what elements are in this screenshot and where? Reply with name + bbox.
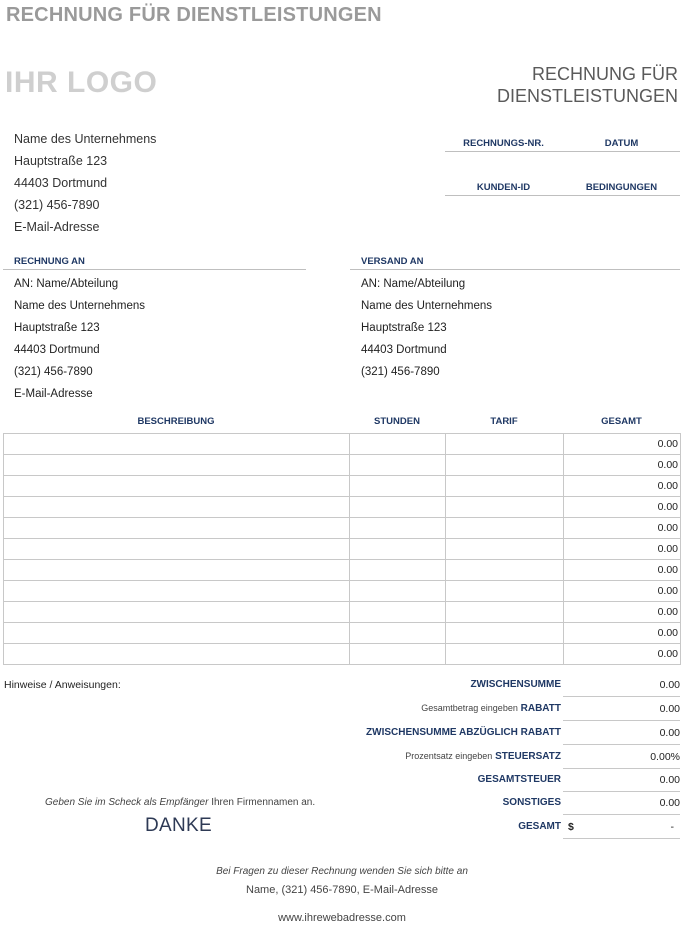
table-row <box>4 560 681 581</box>
rate-cell[interactable] <box>446 602 564 623</box>
rate-cell[interactable] <box>446 434 564 455</box>
company-name: Name des Unternehmens <box>14 132 157 146</box>
terms-label: BEDINGUNGEN <box>585 182 658 193</box>
totals-divider <box>563 720 680 721</box>
ship-to-label: VERSAND AN <box>361 256 424 267</box>
check-payable-note <box>45 797 315 808</box>
description-cell[interactable] <box>4 560 350 581</box>
table-row <box>4 476 681 497</box>
hours-cell[interactable] <box>350 476 446 497</box>
check-note-normal: Ihren Firmennamen an. <box>211 797 316 808</box>
tax-rate-value[interactable]: 0.00% <box>650 751 680 763</box>
ship-to-divider <box>350 269 680 270</box>
table-row <box>4 623 681 644</box>
rate-cell[interactable] <box>446 581 564 602</box>
table-row <box>4 581 681 602</box>
discount-label-text: RABATT <box>520 703 561 714</box>
company-street: Hauptstraße 123 <box>14 154 108 168</box>
bill-to-label: RECHNUNG AN <box>14 256 85 267</box>
hours-cell[interactable] <box>350 560 446 581</box>
total-cell[interactable]: 0.00 <box>564 455 681 476</box>
table-row <box>4 518 681 539</box>
total-cell[interactable]: 0.00 <box>564 581 681 602</box>
discount-label <box>421 703 561 714</box>
other-label-text: SONSTIGES <box>502 797 561 808</box>
description-cell[interactable] <box>4 644 350 665</box>
items-table <box>3 433 681 665</box>
rate-cell[interactable] <box>446 539 564 560</box>
rate-cell[interactable] <box>446 644 564 665</box>
total-tax-value[interactable]: 0.00 <box>659 774 680 786</box>
rate-cell[interactable] <box>446 497 564 518</box>
grand-total-label <box>518 821 561 832</box>
description-cell[interactable] <box>4 581 350 602</box>
description-cell[interactable] <box>4 623 350 644</box>
other-value[interactable]: 0.00 <box>659 797 680 809</box>
col-rate: TARIF <box>490 416 518 427</box>
total-cell[interactable]: 0.00 <box>564 518 681 539</box>
grand-total-label-text: GESAMT <box>518 821 561 832</box>
hours-cell[interactable] <box>350 434 446 455</box>
hours-cell[interactable] <box>350 455 446 476</box>
meta-divider <box>445 151 680 152</box>
subtotal-less-discount-label <box>366 727 561 738</box>
table-row <box>4 539 681 560</box>
ship-to-street: Hauptstraße 123 <box>361 322 447 334</box>
total-tax-label-text: GESAMTSTEUER <box>477 774 561 785</box>
table-row <box>4 644 681 665</box>
ship-to-attn: AN: Name/Abteilung <box>361 278 466 290</box>
description-cell[interactable] <box>4 434 350 455</box>
discount-value[interactable]: 0.00 <box>659 703 680 715</box>
bill-to-street: Hauptstraße 123 <box>14 322 100 334</box>
subtotal-label-text: ZWISCHENSUMME <box>470 679 561 690</box>
invoice-title-line2: DIENSTLEISTUNGEN <box>496 86 678 106</box>
subtotal-less-label-text: ZWISCHENSUMME ABZÜGLICH RABATT <box>366 727 561 738</box>
totals-divider <box>563 744 680 745</box>
subtotal-label <box>470 679 561 690</box>
total-cell[interactable]: 0.00 <box>564 476 681 497</box>
rate-cell[interactable] <box>446 518 564 539</box>
meta-divider <box>445 195 680 196</box>
col-description: BESCHREIBUNG <box>137 416 215 427</box>
check-note-italic: Geben Sie im Scheck als Empfänger <box>45 797 209 808</box>
discount-hint: Gesamtbetrag eingeben <box>421 703 518 713</box>
total-cell[interactable]: 0.00 <box>564 497 681 518</box>
totals-divider <box>563 768 680 769</box>
table-row <box>4 602 681 623</box>
description-cell[interactable] <box>4 497 350 518</box>
grand-total-value[interactable]: - <box>670 821 674 833</box>
currency-symbol: $ <box>568 821 574 833</box>
total-cell[interactable]: 0.00 <box>564 623 681 644</box>
bill-to-attn: AN: Name/Abteilung <box>14 278 119 290</box>
total-cell[interactable]: 0.00 <box>564 539 681 560</box>
bill-to-email: E-Mail-Adresse <box>14 388 93 400</box>
col-total: GESAMT <box>601 416 642 427</box>
col-hours: STUNDEN <box>374 416 420 427</box>
description-cell[interactable] <box>4 539 350 560</box>
tax-rate-hint: Prozentsatz eingeben <box>405 751 493 761</box>
footer-contact: Name, (321) 456-7890, E-Mail-Adresse <box>246 884 438 896</box>
description-cell[interactable] <box>4 602 350 623</box>
date-label: DATUM <box>604 138 639 149</box>
totals-divider <box>563 696 680 697</box>
hours-cell[interactable] <box>350 644 446 665</box>
hours-cell[interactable] <box>350 518 446 539</box>
ship-to-phone: (321) 456-7890 <box>361 366 440 378</box>
rate-cell[interactable] <box>446 476 564 497</box>
company-city: 44403 Dortmund <box>14 176 108 190</box>
bill-to-divider <box>3 269 306 270</box>
subtotal-less-discount-value[interactable]: 0.00 <box>659 727 680 739</box>
hours-cell[interactable] <box>350 623 446 644</box>
total-cell[interactable]: 0.00 <box>564 644 681 665</box>
subtotal-value[interactable]: 0.00 <box>659 679 680 691</box>
total-cell[interactable]: 0.00 <box>564 560 681 581</box>
rate-cell[interactable] <box>446 455 564 476</box>
customer-id-label: KUNDEN-ID <box>476 182 531 193</box>
invoice-title-line1: RECHNUNG FÜR <box>532 64 678 84</box>
other-label <box>503 797 561 808</box>
bill-to-name: Name des Unternehmens <box>14 300 146 312</box>
invoice-number-label: RECHNUNGS-NR. <box>463 138 544 149</box>
company-phone: (321) 456-7890 <box>14 198 100 212</box>
description-cell[interactable] <box>4 518 350 539</box>
description-cell[interactable] <box>4 455 350 476</box>
table-row <box>4 455 681 476</box>
rate-cell[interactable] <box>446 560 564 581</box>
invoice-title <box>378 63 678 107</box>
totals-divider <box>563 814 680 815</box>
bill-to-city: 44403 Dortmund <box>14 344 100 356</box>
total-cell[interactable]: 0.00 <box>564 602 681 623</box>
total-cell[interactable]: 0.00 <box>564 434 681 455</box>
hours-cell[interactable] <box>350 497 446 518</box>
notes-label: Hinweise / Anweisungen: <box>4 679 121 691</box>
totals-divider <box>563 791 680 792</box>
ship-to-name: Name des Unternehmens <box>361 300 493 312</box>
bill-to-phone: (321) 456-7890 <box>14 366 93 378</box>
ship-to-city: 44403 Dortmund <box>361 344 447 356</box>
tax-rate-label-text: STEUERSATZ <box>495 751 561 762</box>
page-heading: RECHNUNG FÜR DIENSTLEISTUNGEN <box>6 4 382 26</box>
table-row <box>4 434 681 455</box>
totals-divider <box>563 838 680 839</box>
description-cell[interactable] <box>4 476 350 497</box>
company-email: E-Mail-Adresse <box>14 220 100 234</box>
tax-rate-label <box>405 751 561 762</box>
hours-cell[interactable] <box>350 539 446 560</box>
hours-cell[interactable] <box>350 581 446 602</box>
thank-you-text: DANKE <box>145 815 212 836</box>
logo-placeholder: IHR LOGO <box>5 66 158 99</box>
footer-website[interactable]: www.ihrewebadresse.com <box>278 912 406 924</box>
hours-cell[interactable] <box>350 602 446 623</box>
footer-question: Bei Fragen zu dieser Rechnung wenden Sie sich bitte an <box>216 866 468 877</box>
total-tax-label <box>478 774 561 785</box>
table-row <box>4 497 681 518</box>
rate-cell[interactable] <box>446 623 564 644</box>
